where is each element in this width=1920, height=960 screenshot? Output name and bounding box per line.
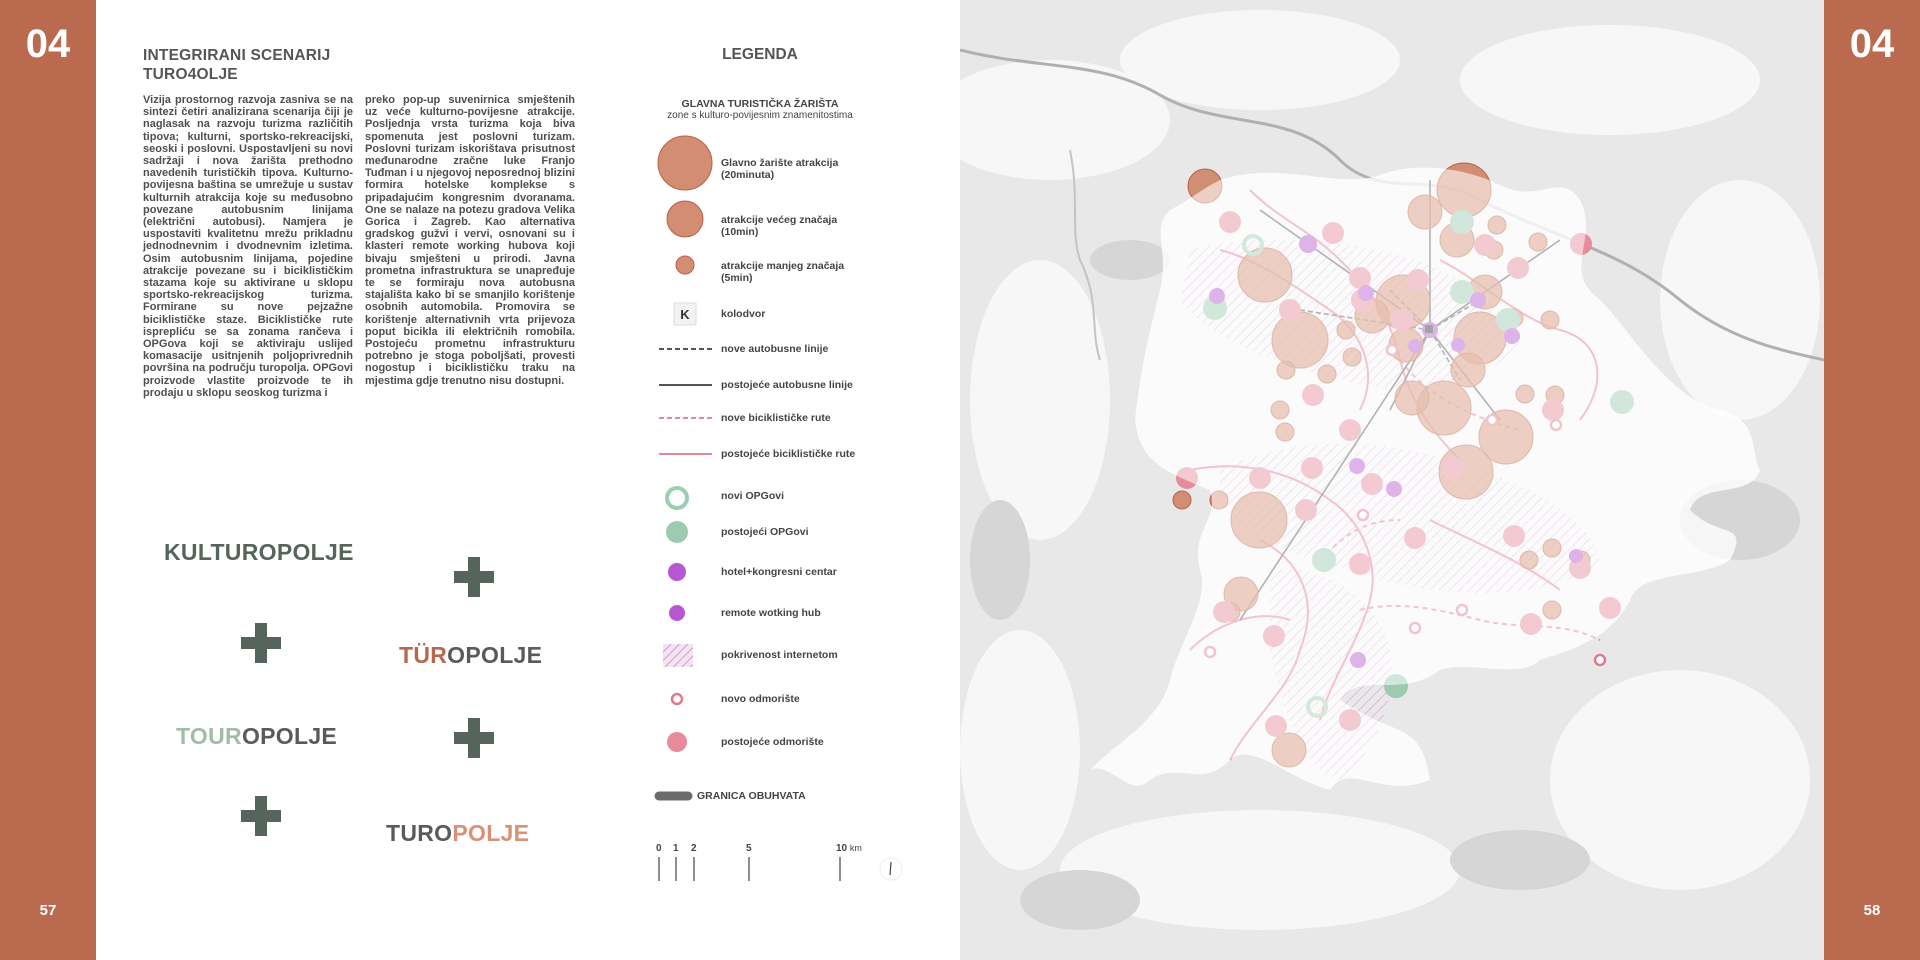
existing-rest-stop-symbol (667, 732, 687, 752)
legend-label-large-attraction: atrakcije većeg značaja (10min) (721, 214, 838, 238)
section-title-line2: TURO4OLJE (143, 66, 238, 83)
new-opg-symbol (667, 488, 687, 508)
hotel-congress-symbol (668, 563, 686, 581)
plus-icon (241, 623, 281, 663)
legend-label-new-bus: nove autobusne linije (721, 343, 829, 355)
wordmark-turopolje-2: TUROPOLJE (386, 820, 530, 846)
scale-tick-5: 5 (746, 843, 752, 854)
legend-label-new-rest: novo odmorište (721, 693, 800, 705)
scale-tick-2: 2 (691, 843, 697, 854)
plus-icon (241, 796, 281, 836)
legend-label-station: kolodvor (721, 308, 766, 320)
page-number-left: 57 (39, 902, 57, 919)
scale-tick-1: 1 (673, 843, 679, 854)
right-page-band (1824, 0, 1920, 960)
left-page-band (0, 0, 96, 960)
legend-label-major-hotspot: Glavno žarište atrakcija (20minuta) (721, 157, 839, 181)
wordmark-touropolje: TOUROPOLJE (176, 723, 338, 749)
plus-icon (454, 718, 494, 758)
scale-tick-0: 0 (656, 843, 662, 854)
body-text-column-1: Vizija prostornog razvoja zasniva se na sintezi četiri analizirana scenarija čiji je naglasak na razvoju turizma različitih tipova; kulturni, sportsko-rekreacijski, seoski i poslovni. Uspostavljeni su novi sadržaji i nova žarišta prethodno navedenih turističkih tipova. Kulturno-povijesna baština se umrežuje u sustav kulturnih atrakcija koje su međusobno povezane autobusnim linijama (električni autobusi). Namjera je uspostaviti kvalitetnu mrežu prikladnu jednodnevnim i dvodnevnim izletima. Osim autobusnim linijama, pojedine atrakcije povezane su i biciklističkim stazama koje su aktivirane u sklopu sportsko-rekreacijskog turizma. Formirane su nove pejzažne biciklističke staze. Biciklističke rute isprepliću se sa zonama rančeva i OPGova koji se aktiviraju uslijed komasacije usitnjenih poljoprivrednih površina na području turopolja. OPGovi proizvode vlastite proizvode te ih prodaju u sklopu seoskog turizma i (143, 94, 353, 399)
legend-label-existing-rest: postojeće odmorište (721, 736, 824, 748)
legend-label-existing-opg: postojeći OPGovi (721, 526, 809, 538)
plus-icon (454, 557, 494, 597)
wordmark-turopolje-1: TÜROPOLJE (399, 642, 543, 668)
chapter-number-right: 04 (1849, 22, 1895, 66)
scale-bar (650, 855, 910, 895)
map (960, 0, 1824, 960)
legend-group-title: GLAVNA TURISTIČKA ŽARIŠTA (681, 98, 839, 110)
body-text-column-2: preko pop-up suvenirnica smještenih uz veće kulturno-povijesne atrakcije. Posljednja vrsta turizma koja biva spomenuta jest poslovni turizam. Poslovni turizam iskorištava prisutnost međunarodne zračne luke Franjo Tuđman i u njegovoj neposrednoj blizini formira hotelske komplekse s pripadajućim kongresnim dvoranama. One se nalaze na potezu gradova Velika Gorica i Zagreb. Kao alternativa gradskog gužvi i vervi, osnovani su i klasteri remote working hubova koji bivaju smješteni u prirodi. Javna prometna infrastruktura se unapređuje te se formiraju nova autobusna stajališta kako bi se smanjilo korištenje osobnih automobila. Promovira se korištenje alternativnih vrta prijevoza poput bicikla ili električnih romobila. Postojeću prometnu infrastrukturu potrebno je stoga poboljšati, provesti nogostup i biciklističku traku na mjestima gdje trenutno nisu dostupni. (365, 94, 575, 387)
legend-title: LEGENDA (722, 46, 798, 63)
legend-label-existing-bus: postojeće autobusne linije (721, 379, 853, 391)
legend-label-remote-hub: remote wotking hub (721, 607, 821, 619)
legend-label-new-bike: nove biciklističke rute (721, 412, 831, 424)
new-rest-stop-symbol (672, 694, 682, 704)
chapter-number-left: 04 (25, 22, 71, 66)
legend-label-existing-bike: postojeće biciklističke rute (721, 448, 856, 460)
legend-symbols (650, 130, 730, 810)
legend-group-subtitle: zone s kulturo-povijesnim znamenitostima (667, 110, 853, 121)
wordmark-kulturopolje: KULTUROPOLJE (164, 539, 354, 565)
existing-opg-symbol (666, 521, 688, 543)
section-title (143, 46, 383, 84)
legend-label-boundary: GRANICA OBUHVATA (697, 790, 806, 802)
page-number-right: 58 (1863, 902, 1881, 919)
legend-label-new-opg: novi OPGovi (721, 490, 785, 502)
small-attraction-symbol (676, 256, 694, 274)
large-attraction-symbol (667, 201, 703, 237)
major-hotspot-symbol (658, 136, 712, 190)
internet-coverage-symbol (663, 644, 693, 667)
legend-label-internet: pokrivenost internetom (721, 649, 838, 661)
legend-label-small-attraction: atrakcije manjeg značaja (5min) (721, 260, 845, 284)
scale-tick-10: 10 km (836, 843, 862, 854)
svg-text:K: K (680, 307, 690, 322)
legend-label-hotel: hotel+kongresni centar (721, 566, 837, 578)
section-title-line1: INTEGRIRANI SCENARIJ (143, 47, 331, 64)
remote-hub-symbol (669, 605, 685, 621)
